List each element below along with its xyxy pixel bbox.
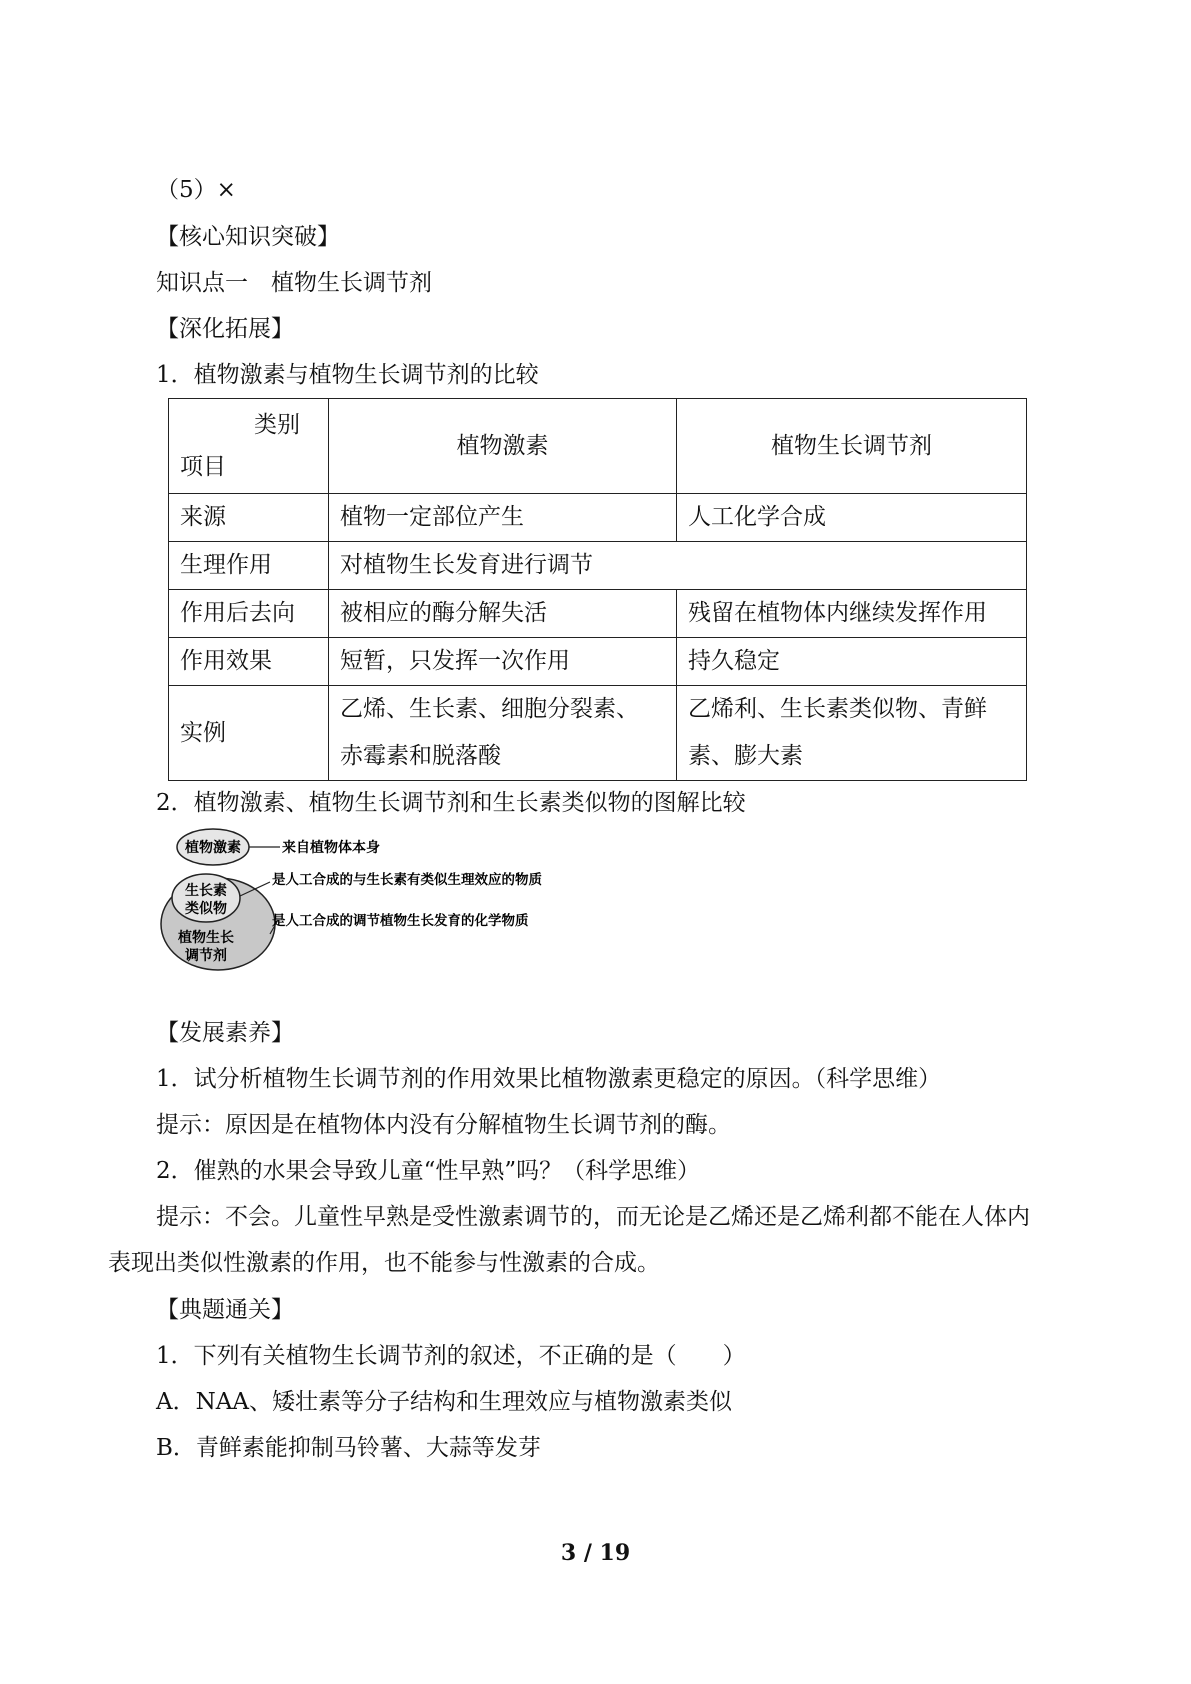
table-row bbox=[169, 686, 1027, 781]
row-label: 来源 bbox=[169, 494, 329, 542]
diagonal-header-cell bbox=[169, 399, 329, 494]
hint-2-line-1: 提示：不会。儿童性早熟是受性激素调节的，而无论是乙烯还是乙烯利都不能在人体内 bbox=[156, 1204, 1030, 1230]
exercise-question: 1．下列有关植物生长调节剂的叙述，不正确的是（ ） bbox=[156, 1343, 746, 1369]
cell: 人工化学合成 bbox=[677, 494, 1027, 542]
cell: 持久稳定 bbox=[677, 638, 1027, 686]
outer-desc: 是人工合成的调节植物生长发育的化学物质 bbox=[272, 913, 529, 929]
header-regulator: 植物生长调节剂 bbox=[677, 399, 1027, 494]
inner-label-2: 类似物 bbox=[185, 901, 227, 917]
comparison-table bbox=[168, 398, 1027, 781]
plant-hormone-label: 植物激素 bbox=[185, 840, 241, 856]
table-row bbox=[169, 542, 1027, 590]
table-row bbox=[169, 494, 1027, 542]
section-heading-deepen: 【深化拓展】 bbox=[156, 316, 294, 342]
section-heading-develop: 【发展素养】 bbox=[156, 1020, 294, 1046]
question-2: 2．催熟的水果会导致儿童“性早熟”吗？（科学思维） bbox=[156, 1158, 701, 1184]
plant-hormone-desc: 来自植物体本身 bbox=[282, 840, 380, 856]
row-label: 作用后去向 bbox=[169, 590, 329, 638]
cell: 短暂，只发挥一次作用 bbox=[329, 638, 677, 686]
table-header-row bbox=[169, 399, 1027, 494]
row-label: 作用效果 bbox=[169, 638, 329, 686]
section-heading-core: 【核心知识突破】 bbox=[156, 224, 340, 250]
cell: 植物一定部位产生 bbox=[329, 494, 677, 542]
section2-title: 2．植物激素、植物生长调节剂和生长素类似物的图解比较 bbox=[156, 790, 746, 816]
header-category: 类别 bbox=[254, 412, 300, 438]
hint-1: 提示：原因是在植物体内没有分解植物生长调节剂的酶。 bbox=[156, 1112, 731, 1138]
section-heading-typical: 【典题通关】 bbox=[156, 1297, 294, 1323]
row-label: 生理作用 bbox=[169, 542, 329, 590]
outer-label-2: 调节剂 bbox=[185, 948, 227, 964]
inner-desc: 是人工合成的与生长素有类似生理效应的物质 bbox=[272, 872, 542, 888]
cell: 残留在植物体内继续发挥作用 bbox=[677, 590, 1027, 638]
cell-line: 乙烯、生长素、细胞分裂素、 bbox=[340, 696, 639, 722]
venn-diagram bbox=[160, 822, 590, 972]
outer-label-1: 植物生长 bbox=[178, 930, 234, 946]
table-row bbox=[169, 638, 1027, 686]
cell-line: 赤霉素和脱落酸 bbox=[340, 743, 501, 769]
answer-line: （5）× bbox=[156, 177, 236, 203]
cell: 对植物生长发育进行调节 bbox=[329, 542, 1027, 590]
option-a: A．NAA、矮壮素等分子结构和生理效应与植物激素类似 bbox=[156, 1389, 732, 1415]
row-label: 实例 bbox=[169, 686, 329, 781]
question-1: 1．试分析植物生长调节剂的作用效果比植物激素更稳定的原因。（科学思维） bbox=[156, 1066, 942, 1092]
cell-line: 乙烯利、生长素类似物、青鲜 bbox=[688, 696, 987, 722]
header-plant-hormone: 植物激素 bbox=[329, 399, 677, 494]
hint-2-line-2: 表现出类似性激素的作用，也不能参与性激素的合成。 bbox=[108, 1250, 660, 1276]
page-number: 3 / 19 bbox=[560, 1540, 631, 1566]
cell: 被相应的酶分解失活 bbox=[329, 590, 677, 638]
table-row bbox=[169, 590, 1027, 638]
knowledge-point-title: 知识点一 植物生长调节剂 bbox=[156, 270, 432, 296]
inner-label-1: 生长素 bbox=[185, 883, 227, 899]
cell bbox=[677, 686, 1027, 781]
header-item: 项目 bbox=[180, 454, 226, 480]
cell bbox=[329, 686, 677, 781]
table-caption: 1．植物激素与植物生长调节剂的比较 bbox=[156, 362, 539, 388]
option-b: B．青鲜素能抑制马铃薯、大蒜等发芽 bbox=[156, 1435, 541, 1461]
cell-line: 素、膨大素 bbox=[688, 743, 803, 769]
